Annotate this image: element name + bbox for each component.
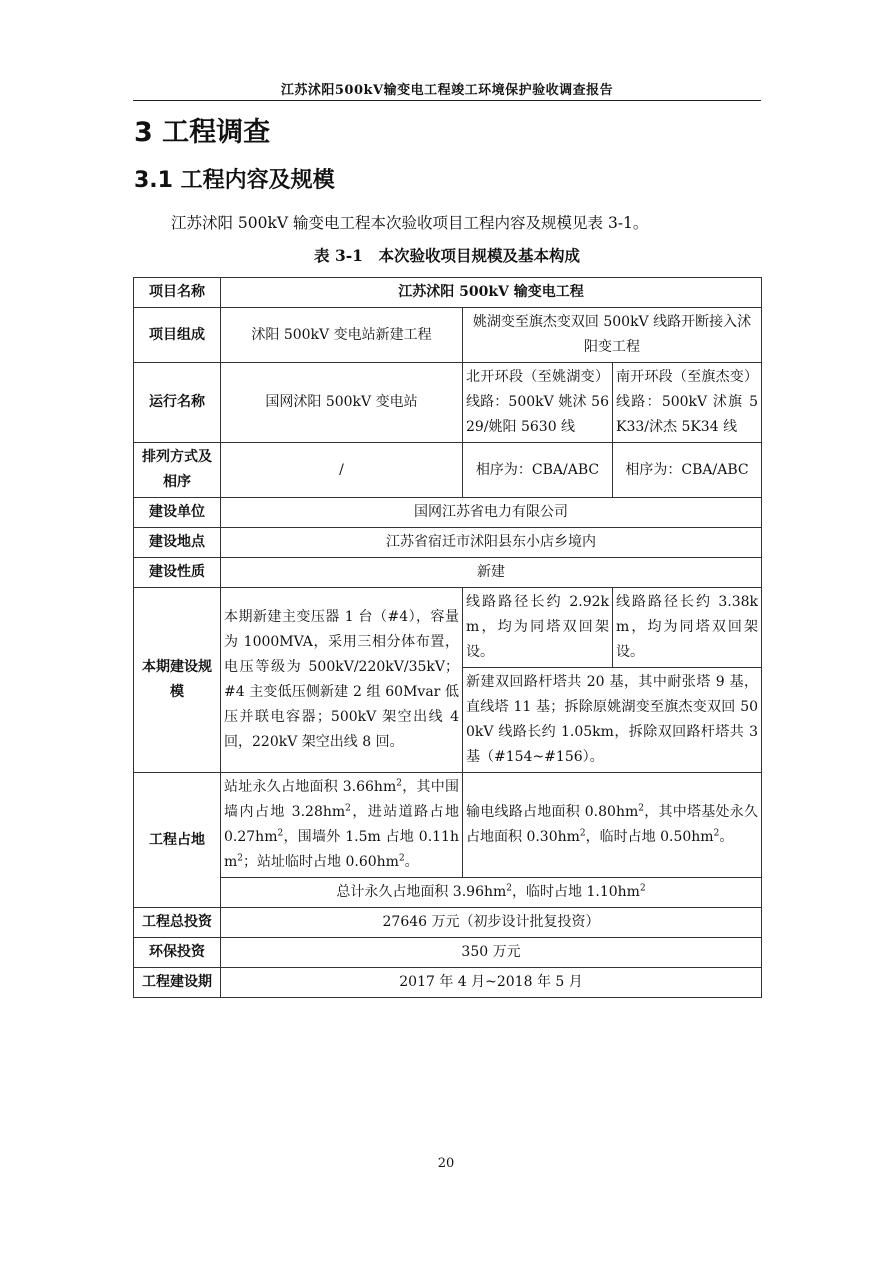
page-number: 20 [437, 1156, 455, 1171]
composition-line: 姚湖变至旗杰变双回 500kV 线路开断接入沭阳变工程 [463, 308, 762, 363]
table-row [134, 938, 762, 968]
composition-substation: 沭阳 500kV 变电站新建工程 [221, 308, 463, 363]
scale-south: 线路路径长约 3.38km，均为同塔双回架设。 [613, 588, 762, 668]
chapter-title: 3 工程调查 [134, 117, 271, 148]
intro-paragraph: 江苏沭阳 500kV 输变电工程本次验收项目工程内容及规模见表 3-1。 [171, 214, 649, 232]
period: 2017 年 4 月~2018 年 5 月 [221, 968, 762, 998]
land-substation: 站址永久占地面积 $3.66hm^2$，其中围墙内占地 $3.28hm^2$，进站道路占地 $0.27hm^2$，围墙外 1.5m 占地 $0.11hm^2$；站址临时占地 $0.60hm^2$。 [221, 773, 463, 878]
period-label: 工程建设期 [134, 968, 221, 998]
phase-label: 排列方式及相序 [134, 443, 221, 498]
builder: 国网江苏省电力有限公司 [221, 498, 762, 528]
table-row [134, 278, 762, 308]
env-investment: 350 万元 [221, 938, 762, 968]
running-header: 江苏沭阳500kV输变电工程竣工环境保护验收调查报告 [280, 83, 614, 98]
location-label: 建设地点 [134, 528, 221, 558]
phase-north: 相序为：CBA/ABC [463, 443, 613, 498]
land-line: 输电线路占地面积 $0.80hm^2$，其中塔基处永久占地面积 $0.30hm^2$，临时占地 $0.50hm^2$。 [463, 773, 762, 878]
table-row [134, 558, 762, 588]
table-row [134, 908, 762, 938]
header-rule [133, 100, 761, 101]
table-row [134, 363, 762, 443]
scale-north: 线路路径长约 2.92km，均为同塔双回架设。 [463, 588, 613, 668]
location: 江苏省宿迁市沭阳县东小店乡境内 [221, 528, 762, 558]
phase-south: 相序为：CBA/ABC [613, 443, 762, 498]
table-caption: 表 3-1 本次验收项目规模及基本构成 [314, 246, 580, 265]
operation-south: 南开环段（至旗杰变）线路：500kV 沭旗 5K33/沭杰 5K34 线 [613, 363, 762, 443]
table-row [134, 528, 762, 558]
investment-label: 工程总投资 [134, 908, 221, 938]
table-row [134, 588, 762, 668]
builder-label: 建设单位 [134, 498, 221, 528]
env-investment-label: 环保投资 [134, 938, 221, 968]
composition-label: 项目组成 [134, 308, 221, 363]
table-row [134, 498, 762, 528]
table-row [134, 968, 762, 998]
table-row [134, 443, 762, 498]
table-row [134, 878, 762, 908]
operation-substation: 国网沭阳 500kV 变电站 [221, 363, 463, 443]
nature-label: 建设性质 [134, 558, 221, 588]
scale-substation: 本期新建主变压器 1 台（#4），容量为 1000MVA，采用三相分体布置，电压等级为 500kV/220kV/35kV；#4 主变低压侧新建 2 组 60Mvar 低压并联电容器；500kV 架空出线 4 回，220kV 架空出线 8 回。 [221, 588, 463, 773]
operation-label: 运行名称 [134, 363, 221, 443]
project-name: 江苏沭阳 500kV 输变电工程 [221, 278, 762, 308]
scale-towers: 新建双回路杆塔共 20 基，其中耐张塔 9 基，直线塔 11 基；拆除原姚湖变至旗杰变双回 500kV 线路长约 1.05km，拆除双回路杆塔共 3 基（#154~#156）。 [463, 668, 762, 773]
land-label: 工程占地 [134, 773, 221, 908]
land-total: 总计永久占地面积 $3.96hm^2$，临时占地 $1.10hm^2$ [221, 878, 762, 908]
phase-substation: / [221, 443, 463, 498]
investment: 27646 万元（初步设计批复投资） [221, 908, 762, 938]
nature: 新建 [221, 558, 762, 588]
scale-label: 本期建设规模 [134, 588, 221, 773]
section-title: 3.1 工程内容及规模 [134, 168, 335, 193]
operation-north: 北开环段（至姚湖变）线路：500kV 姚沭 5629/姚阳 5630 线 [463, 363, 613, 443]
table-row [134, 773, 762, 878]
project-scale-table [133, 277, 762, 998]
project-name-label: 项目名称 [134, 278, 221, 308]
table-row [134, 308, 762, 363]
